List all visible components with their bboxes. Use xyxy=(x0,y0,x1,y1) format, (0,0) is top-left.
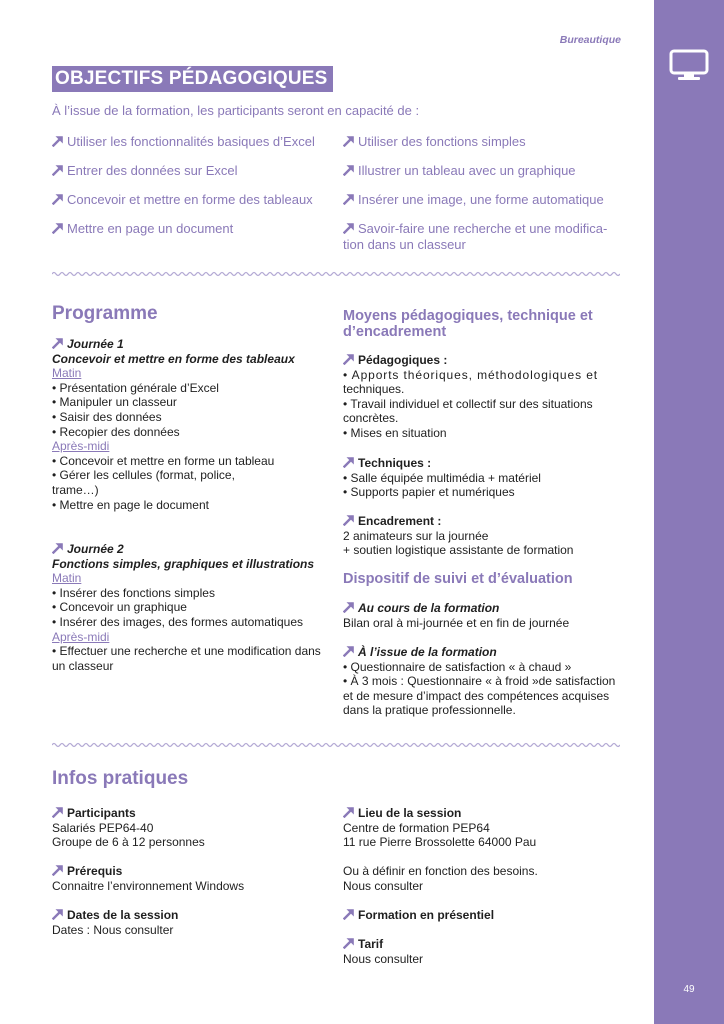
arrow-icon xyxy=(343,353,358,367)
infos-presentiel: Formation en présentiel xyxy=(343,908,620,923)
objective-item: Savoir-faire une recherche et une modifica- tion dans un classeur xyxy=(343,221,608,252)
day1-subtitle: Concevoir et mettre en forme des tableaux xyxy=(52,351,295,366)
list-item: • Recopier des données xyxy=(52,424,180,439)
category-label: Bureautique xyxy=(559,34,621,46)
objective-item: Concevoir et mettre en forme des tableaux xyxy=(52,192,313,208)
list-item: • Questionnaire de satisfaction « à chaud » xyxy=(343,659,572,674)
objective-item: Illustrer un tableau avec un graphique xyxy=(343,163,576,179)
arrow-icon xyxy=(343,134,358,149)
monitor-icon xyxy=(669,49,709,81)
arrow-icon xyxy=(52,864,67,878)
list-item: et de mesure d’impact des compétences acquises xyxy=(343,688,610,703)
dispositif-issue: À l’issue de la formation • Questionnaire de satisfaction « à chaud » • À 3 mois : Questionnaire « à froid »de satisfaction et de mesure d’impact des compétences acquises dans la pratique professionnelle. xyxy=(343,645,620,718)
objective-item: Entrer des données sur Excel xyxy=(52,163,238,179)
list-item: • À 3 mois : Questionnaire « à froid »de satisfaction xyxy=(343,674,616,689)
arrow-icon xyxy=(343,806,358,820)
wavy-divider xyxy=(52,741,620,749)
arrow-icon xyxy=(52,908,67,922)
objective-item: Insérer une image, une forme automatique xyxy=(343,192,604,208)
list-item: Bilan oral à mi-journée et en fin de journée xyxy=(343,615,570,630)
day2-subtitle: Fonctions simples, graphiques et illustrations xyxy=(52,556,315,571)
infos-participants: Participants Salariés PEP64-40 Groupe de 6 à 12 personnes xyxy=(52,806,205,850)
list-item: trame…) xyxy=(52,482,99,497)
infos-lieu: Lieu de la session Centre de formation PEP64 11 rue Pierre Brossolette 64000 Pau Ou à définir en fonction des besoins. Nous consulter xyxy=(343,806,538,893)
arrow-icon xyxy=(343,601,358,615)
arrow-icon xyxy=(343,937,358,951)
arrow-icon xyxy=(343,221,358,236)
list-item: • Gérer les cellules (format, police, xyxy=(52,468,235,483)
objective-item: Mettre en page un document xyxy=(52,221,233,237)
list-item: • Mettre en page le document xyxy=(52,497,209,512)
objectives-intro: À l’issue de la formation, les participants seront en capacité de : xyxy=(52,103,420,118)
arrow-icon xyxy=(52,337,67,351)
objective-item: Utiliser les fonctionnalités basiques d’Excel xyxy=(52,134,315,150)
list-item: • Mises en situation xyxy=(343,425,447,440)
arrow-icon xyxy=(52,221,67,236)
page-number: 49 xyxy=(683,984,695,995)
day2-label: Journée 2 xyxy=(67,542,124,556)
day1-matin-label: Matin xyxy=(52,366,82,381)
infos-prerequis: Prérequis Connaitre l’environnement Windows xyxy=(52,864,245,893)
list-item: • Effectuer une recherche et une modification dans xyxy=(52,644,321,659)
sidebar xyxy=(654,0,724,1024)
list-item: 2 animateurs sur la journée xyxy=(343,528,489,543)
day2-matin-label: Matin xyxy=(52,571,82,586)
list-item: + soutien logistique assistante de formation xyxy=(343,543,574,558)
infos-tarif: Tarif Nous consulter xyxy=(343,937,424,966)
arrow-icon xyxy=(52,163,67,178)
list-item: • Salle équipée multimédia + matériel xyxy=(343,470,541,485)
list-item: • Insérer des images, des formes automatiques xyxy=(52,614,303,629)
moyens-techniques: Techniques : • Salle équipée multimédia + matériel • Supports papier et numériques xyxy=(343,456,620,500)
list-item: • Apports théoriques, méthodologiques et xyxy=(343,367,599,382)
arrow-icon xyxy=(343,163,358,178)
list-item: • Présentation générale d’Excel xyxy=(52,380,219,395)
day1-label: Journée 1 xyxy=(67,337,124,351)
arrow-icon xyxy=(52,134,67,149)
moyens-title: Moyens pédagogiques, technique et d’encadrement xyxy=(343,308,593,340)
list-item: • Travail individuel et collectif sur des situations xyxy=(343,396,593,411)
arrow-icon xyxy=(52,542,67,556)
programme-title: Programme xyxy=(52,303,158,324)
arrow-icon xyxy=(343,908,358,922)
objective-item: Utiliser des fonctions simples xyxy=(343,134,526,150)
arrow-icon xyxy=(343,192,358,207)
dispositif-title: Dispositif de suivi et d’évaluation xyxy=(343,571,573,587)
list-item: • Manipuler un classeur xyxy=(52,395,177,410)
list-item: dans la pratique professionnelle. xyxy=(343,703,516,718)
wavy-divider xyxy=(52,270,620,278)
infos-dates: Dates de la session Dates : Nous consulter xyxy=(52,908,179,937)
list-item: • Insérer des fonctions simples xyxy=(52,585,215,600)
programme-day2 xyxy=(52,542,337,673)
list-item: concrètes. xyxy=(343,411,399,426)
arrow-icon xyxy=(52,192,67,207)
day2-apresmidi-label: Après-midi xyxy=(52,629,110,644)
day1-apresmidi-label: Après-midi xyxy=(52,439,110,454)
infos-title: Infos pratiques xyxy=(52,768,189,789)
programme-day1 xyxy=(52,337,337,512)
arrow-icon xyxy=(343,456,358,470)
list-item: techniques. xyxy=(343,382,405,397)
moyens-pedagogiques: Pédagogiques : • Apports théoriques, méthodologiques et techniques. • Travail individuel et collectif sur des situations concrètes. • Mises en situation xyxy=(343,353,620,441)
list-item: • Saisir des données xyxy=(52,409,162,424)
arrow-icon xyxy=(343,645,358,659)
list-item: un classeur xyxy=(52,658,114,673)
arrow-icon xyxy=(52,806,67,820)
list-item: • Supports papier et numériques xyxy=(343,485,515,500)
moyens-encadrement: Encadrement : 2 animateurs sur la journée + soutien logistique assistante de formation xyxy=(343,514,620,558)
arrow-icon xyxy=(343,514,358,528)
dispositif-cours: Au cours de la formation Bilan oral à mi-journée et en fin de journée xyxy=(343,601,620,630)
list-item: • Concevoir un graphique xyxy=(52,600,187,615)
list-item: • Concevoir et mettre en forme un tableau xyxy=(52,453,275,468)
objectives-title: OBJECTIFS PÉDAGOGIQUES xyxy=(52,66,333,92)
